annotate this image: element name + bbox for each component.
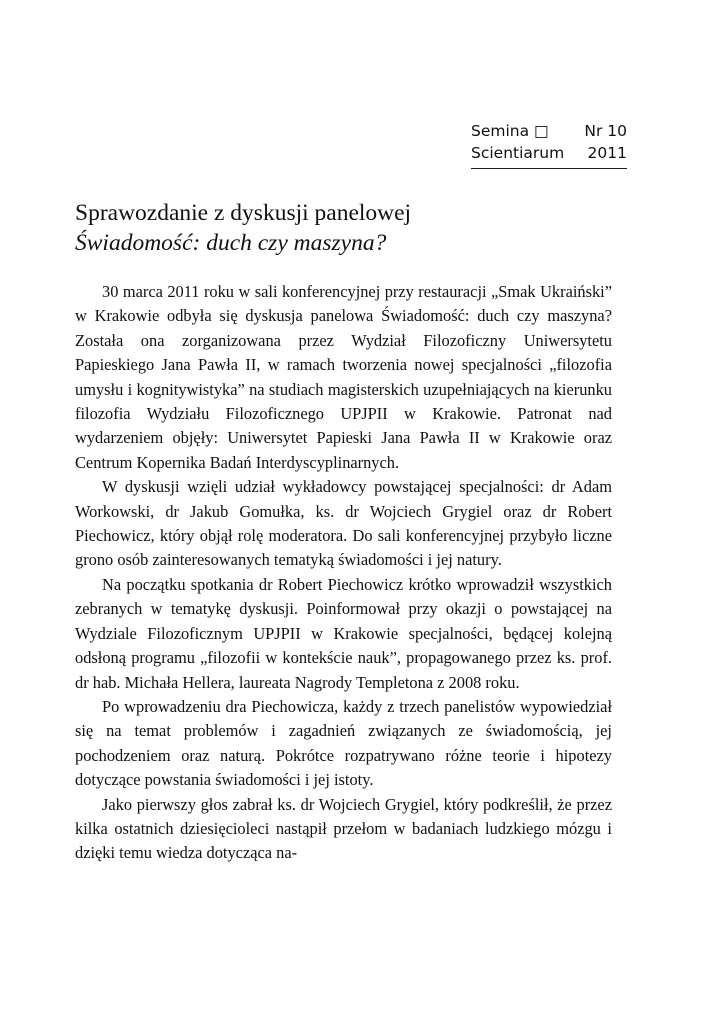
header-rule bbox=[471, 168, 627, 169]
paragraph-4: Po wprowadzeniu dra Piechowicza, każdy z trzech panelistów wypowiedział się na temat problemów i zagadnień związanych ze świadomością, jej pochodzeniem oraz naturą. Pokrótce rozpatrywano różne teorie i hipotezy dotyczące powstania świadomości i jej istoty. bbox=[75, 696, 612, 790]
journal-header bbox=[471, 120, 627, 169]
journal-year: 2011 bbox=[587, 144, 627, 162]
paragraph-2: W dyskusji wzięli udział wykładowcy powstającej specjalności: dr Adam Workowski, dr Jakub Gomułka, ks. dr Wojciech Grygiel oraz dr Robert Piechowicz, który objął rolę moderatora. Do sali konferencyjnej przybyło liczne grono osób zainteresowanych tematyką świadomości i jej natury. bbox=[75, 477, 612, 570]
article-body bbox=[75, 280, 612, 866]
journal-name-line-2: Scientiarum bbox=[471, 144, 565, 162]
journal-name-line-1: Semina □ bbox=[471, 122, 549, 140]
title-main: Sprawozdanie z dyskusji panelowej bbox=[75, 200, 412, 226]
journal-header-row-1 bbox=[471, 120, 627, 142]
title-subtitle: Świadomość: duch czy maszyna? bbox=[75, 230, 387, 256]
paragraph-1: 30 marca 2011 roku w sali konferencyjnej przy restauracji „Smak Ukraiński” w Krakowie odbyła się dyskusja panelowa Świadomość: duch czy maszyna? Została ona zorganizowana przez Wydział Filozoficzny Uniwersytetu Papieskiego Jana Pawła II, w ramach tworzenia nowej specjalności „filozofia umysłu i kognitywistyka” na studiach magisterskich uzupełniających na kierunku filozofia Wydziału Filozoficznego UPJPII w Krakowie. Patronat nad wydarzeniem objęły: Uniwersytet Papieski Jana Pawła II w Krakowie oraz Centrum Kopernika Badań Interdyscyplinarnych. bbox=[75, 282, 612, 472]
article-title bbox=[75, 198, 635, 258]
journal-header-row-2 bbox=[471, 142, 627, 164]
journal-number: Nr 10 bbox=[584, 122, 627, 140]
paragraph-5: Jako pierwszy głos zabrał ks. dr Wojciech Grygiel, który podkreślił, że przez kilka ostatnich dziesięcioleci nastąpił przełom w badaniach ludzkiego mózgu i dzięki temu wiedza dotycząca na- bbox=[75, 794, 612, 863]
paragraph-3: Na początku spotkania dr Robert Piechowicz krótko wprowadził wszystkich zebranych w tematykę dyskusji. Poinformował przy okazji o powstającej na Wydziale Filozoficznym UPJPII w Krakowie specjalności, będącej kolejną odsłoną programu „filozofii w kontekście nauk”, propagowanego przez ks. prof. dr hab. Michała Hellera, laureata Nagrody Templetona z 2008 roku. bbox=[75, 574, 612, 692]
